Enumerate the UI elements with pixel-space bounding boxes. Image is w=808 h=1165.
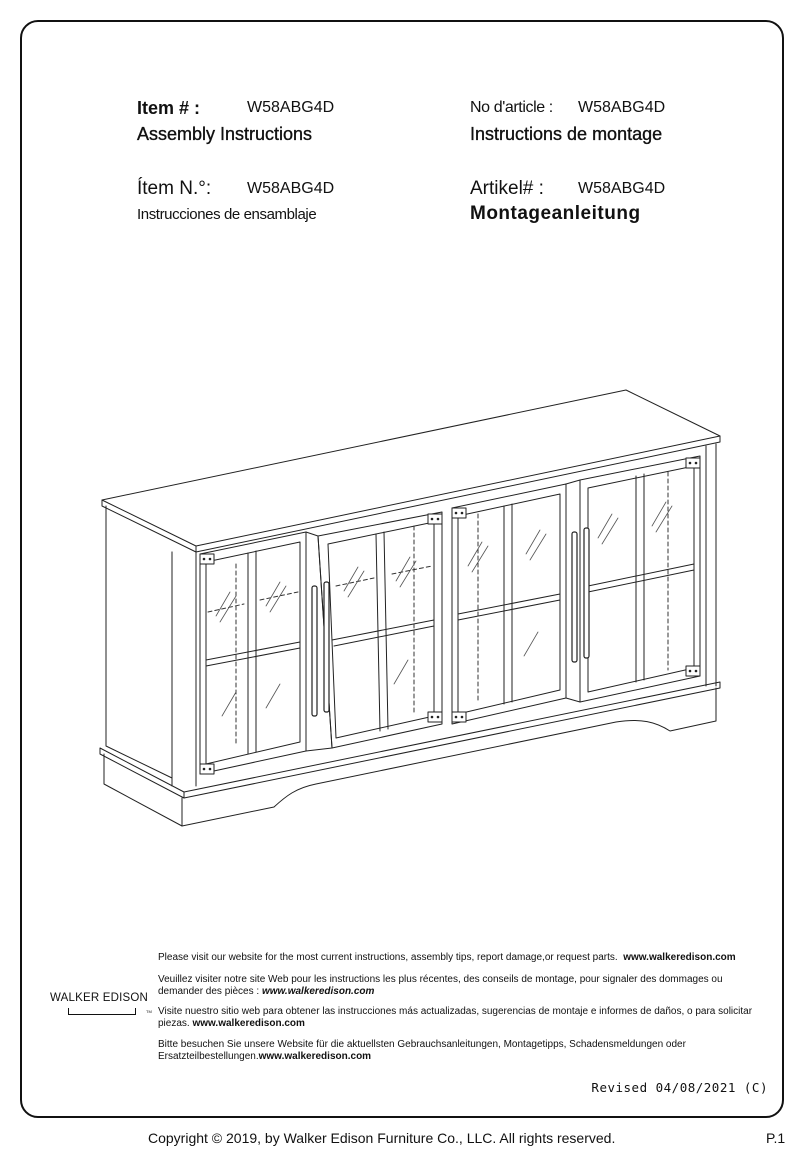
- title-es: Instrucciones de ensamblaje: [137, 206, 317, 223]
- notice-fr-text: Veuillez visiter notre site Web pour les instructions les plus récentes, des conseils de montage, pour signaler des dommages ou demander des pièces :: [158, 974, 723, 997]
- logo-text: WALKER EDISON: [50, 992, 149, 1004]
- notice-en: [158, 952, 766, 964]
- item-label-es: Ítem N.°:: [137, 178, 212, 199]
- notice-de: [158, 1039, 766, 1063]
- notice-en-link[interactable]: www.walkeredison.com: [623, 952, 736, 963]
- logo-underline: [68, 1008, 136, 1015]
- item-value-de: W58ABG4D: [578, 180, 666, 197]
- notice-es-text: Visite nuestro sitio web para obtener las instrucciones más actualizadas, sugerencias de montaje e informes de daños, o para solicitar piezas.: [158, 1006, 753, 1029]
- notice-es: [158, 1006, 766, 1030]
- notice-de-text: Bitte besuchen Sie unsere Website für die aktuellsten Gebrauchsanleitungen, Montagetipps, Schadensmeldungen oder Ersatzteilbestellungen.: [158, 1039, 686, 1062]
- item-label-fr: No d'article :: [470, 99, 553, 116]
- notice-de-link[interactable]: www.walkeredison.com: [258, 1051, 372, 1062]
- item-label-en: Item # :: [137, 98, 201, 118]
- cabinet-illustration: [96, 386, 726, 831]
- logo-trademark: TM: [146, 1009, 152, 1014]
- notice-fr: [158, 974, 766, 998]
- title-fr: Instructions de montage: [470, 124, 663, 144]
- walker-edison-logo: [50, 990, 154, 1018]
- notice-es-link[interactable]: www.walkeredison.com: [192, 1018, 305, 1029]
- revision-date: Revised 04/08/2021 (C): [591, 1080, 768, 1095]
- notice-fr-link[interactable]: www.walkeredison.com: [261, 986, 375, 997]
- title-en: Assembly Instructions: [137, 124, 313, 144]
- item-value-es: W58ABG4D: [247, 180, 335, 197]
- item-value-en: W58ABG4D: [247, 99, 335, 116]
- copyright-notice: Copyright © 2019, by Walker Edison Furniture Co., LLC. All rights reserved.: [148, 1130, 616, 1146]
- page-number: P.1: [766, 1130, 786, 1146]
- title-de: Montageanleitung: [470, 203, 641, 224]
- item-value-fr: W58ABG4D: [578, 99, 666, 116]
- notice-en-text: Please visit our website for the most current instructions, assembly tips, report damage,or request parts.: [158, 952, 618, 963]
- item-label-de: Artikel# :: [470, 178, 544, 199]
